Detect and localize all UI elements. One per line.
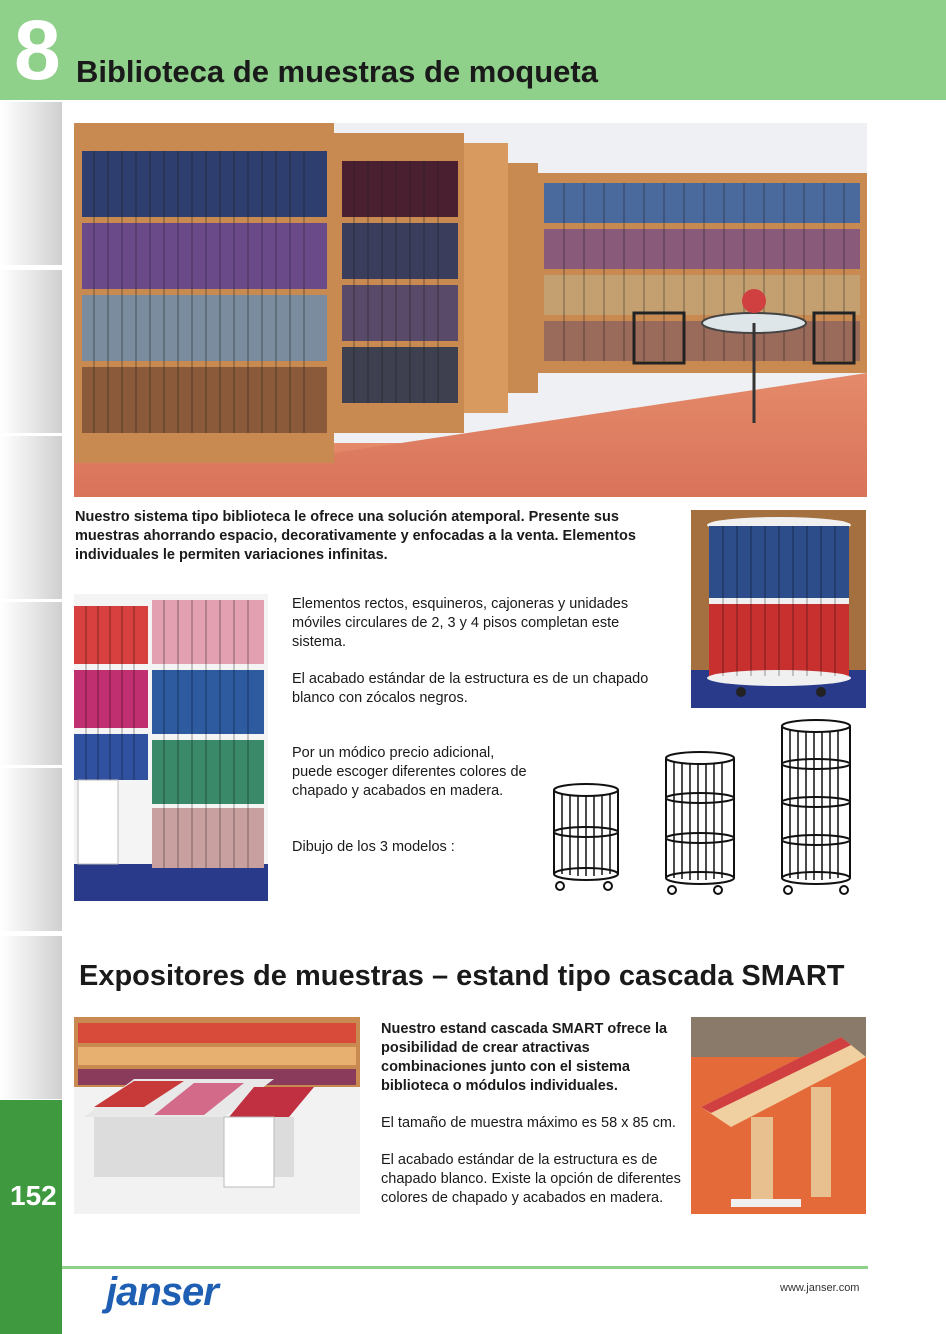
details-paragraph-1: Elementos rectos, esquineros, cajoneras y unidades móviles circulares de 2, 3 y 4 pisos completan este sistema. xyxy=(292,596,629,650)
sidebar-tab[interactable] xyxy=(0,766,62,931)
cascade-detail-photo xyxy=(691,1017,866,1214)
intro-text: Nuestro sistema tipo biblioteca le ofrece una solución atemporal. Presente sus muestras ahorrando espacio, decorativamente y enfocadas a la venta. Elementos individuales le permiten variaciones infinitas. xyxy=(75,509,636,563)
details-paragraph-2: El acabado estándar de la estructura es de un chapado blanco con zócalos negros. xyxy=(292,671,649,706)
cascade-stand-photo xyxy=(74,1017,360,1214)
smart-finish: El acabado estándar de la estructura es de chapado blanco. Existe la opción de diferentes colores de chapado y acabados en madera. xyxy=(381,1152,681,1206)
sidebar-tab-active[interactable] xyxy=(0,1100,62,1334)
smart-size: El tamaño de muestra máximo es 58 x 85 cm. xyxy=(381,1115,676,1131)
smart-intro: Nuestro estand cascada SMART ofrece la posibilidad de crear atractivas combinaciones junto con el sistema biblioteca o módulos individuales. xyxy=(381,1021,668,1094)
library-showroom-photo xyxy=(74,123,867,497)
website-link[interactable]: www.janser.com xyxy=(780,1282,860,1294)
sidebar-tabs xyxy=(0,100,62,1334)
details-paragraph-4: Dibujo de los 3 modelos : xyxy=(292,839,455,855)
sidebar-tab[interactable] xyxy=(0,934,62,1099)
circular-unit-photo xyxy=(691,510,866,708)
white-shelves-photo xyxy=(74,594,268,901)
janser-logo[interactable]: janser xyxy=(106,1270,218,1314)
smart-description xyxy=(381,1020,681,1208)
details-paragraph-3: Por un módico precio adicional, puede escoger diferentes colores de chapado y acabados en madera. xyxy=(292,745,527,799)
page-title: Biblioteca de muestras de moqueta xyxy=(76,54,598,89)
sidebar-tab[interactable] xyxy=(0,268,62,433)
sidebar-tab[interactable] xyxy=(0,434,62,599)
chapter-number: 8 xyxy=(14,3,59,97)
page-header xyxy=(0,0,946,100)
three-models-drawing xyxy=(548,718,868,902)
sidebar-tab[interactable] xyxy=(0,100,62,265)
page-number: 152 xyxy=(10,1180,57,1211)
sidebar-tab[interactable] xyxy=(0,600,62,765)
section-title-smart: Expositores de muestras – estand tipo cascada SMART xyxy=(79,960,845,992)
footer-divider xyxy=(62,1266,868,1269)
